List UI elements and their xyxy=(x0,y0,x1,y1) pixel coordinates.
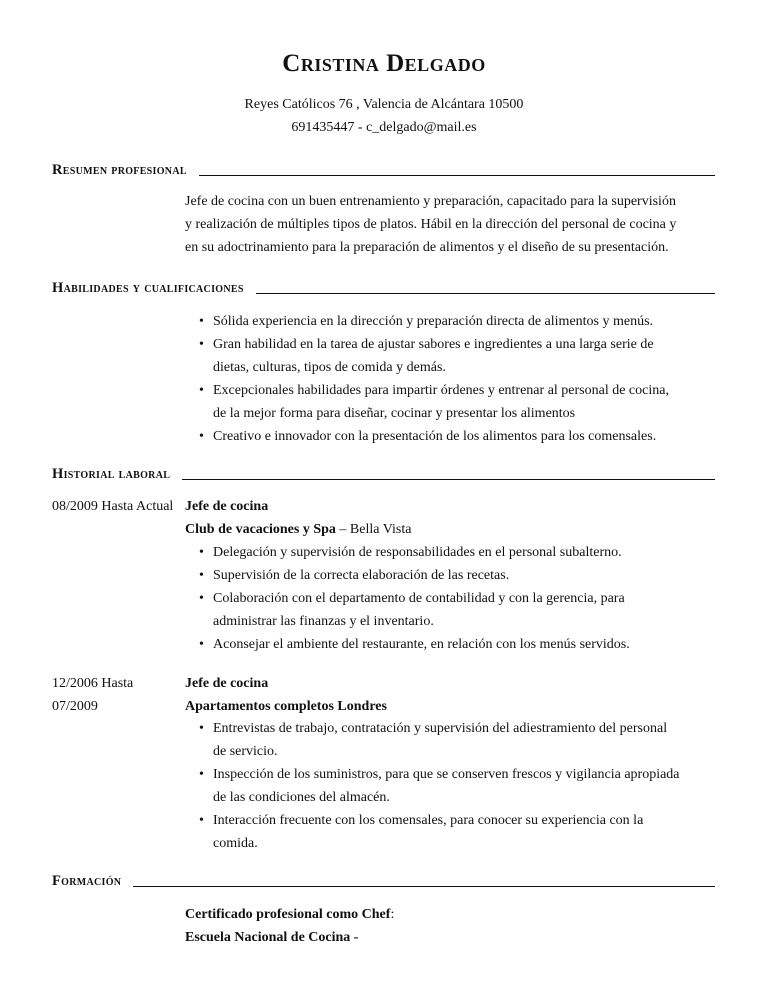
education-degree: Certificado profesional como Chef: xyxy=(185,907,395,922)
address: Reyes Católicos 76 , Valencia de Alcántara 10500 xyxy=(244,97,524,112)
list-item: • Colaboración con el departamento de contabilidad y con la gerencia, para administrar las finanzas y el inventario. xyxy=(185,587,720,633)
summary-section-header xyxy=(52,162,715,179)
job-separator: – xyxy=(335,522,350,537)
summary-line: en su adoctrinamiento para la preparación de alimentos y el diseño de su presentación. xyxy=(185,240,669,255)
job-date: 08/2009 Hasta Actual xyxy=(52,499,174,514)
job-position: Jefe de cocina xyxy=(185,499,269,514)
list-item: • Interacción frecuente con los comensales, para conocer su experiencia con la comida. xyxy=(185,809,720,855)
skills-section-header xyxy=(52,280,715,297)
work-section-header xyxy=(52,466,715,483)
work-title: Historial laboral xyxy=(52,466,171,482)
job-duties-list xyxy=(185,541,720,656)
list-item: • Delegación y supervisión de responsabilidades en el personal subalterno. xyxy=(185,541,720,564)
list-item: • Entrevistas de trabajo, contratación y supervisión del adiestramiento del personal de servicio. xyxy=(185,717,720,763)
job-date: 12/2006 Hasta 07/2009 xyxy=(52,676,134,714)
list-item: • Aconsejar el ambiente del restaurante, en relación con los menús servidos. xyxy=(185,633,720,656)
job-location: Bella Vista xyxy=(349,522,412,537)
education-title: Formación xyxy=(52,873,122,889)
summary-title: Resumen profesional xyxy=(52,162,187,178)
skills-list xyxy=(185,310,720,448)
summary-line: y realización de múltiples tipos de platos. Hábil en la dirección del personal de cocina y xyxy=(185,217,677,232)
section-divider xyxy=(199,175,715,176)
list-item: • Supervisión de la correcta elaboración de las recetas. xyxy=(185,564,720,587)
list-item: • Creativo e innovador con la presentación de los alimentos para los comensales. xyxy=(185,425,720,448)
education-school: Escuela Nacional de Cocina - xyxy=(185,930,359,945)
job-employer xyxy=(185,518,411,541)
section-divider xyxy=(256,293,715,294)
skills-title: Habilidades y cualificaciones xyxy=(52,280,244,296)
job-company: Apartamentos completos Londres xyxy=(185,699,387,714)
education-section-header xyxy=(52,873,715,890)
section-divider xyxy=(133,886,715,887)
list-item: • Sólida experiencia en la dirección y preparación directa de alimentos y menús. xyxy=(185,310,720,333)
job-duties-list xyxy=(185,717,720,855)
candidate-name: Cristina Delgado xyxy=(282,50,486,77)
summary-line: Jefe de cocina con un buen entrenamiento y preparación, capacitado para la supervisión xyxy=(185,194,676,209)
section-divider xyxy=(182,479,715,480)
job-company: Club de vacaciones y Spa xyxy=(185,522,336,537)
summary-text xyxy=(185,190,720,259)
contact-info: 691435447 - c_delgado@mail.es xyxy=(291,120,477,135)
list-item: • Gran habilidad en la tarea de ajustar sabores e ingredientes a una larga serie de dietas, culturas, tipos de comida y demás. xyxy=(185,333,720,379)
job-position: Jefe de cocina xyxy=(185,676,269,691)
list-item: • Inspección de los suministros, para que se conserven frescos y vigilancia apropiada de las condiciones del almacén. xyxy=(185,763,720,809)
list-item: • Excepcionales habilidades para impartir órdenes y entrenar al personal de cocina, de la mejor forma para diseñar, cocinar y presentar los alimentos xyxy=(185,379,720,425)
